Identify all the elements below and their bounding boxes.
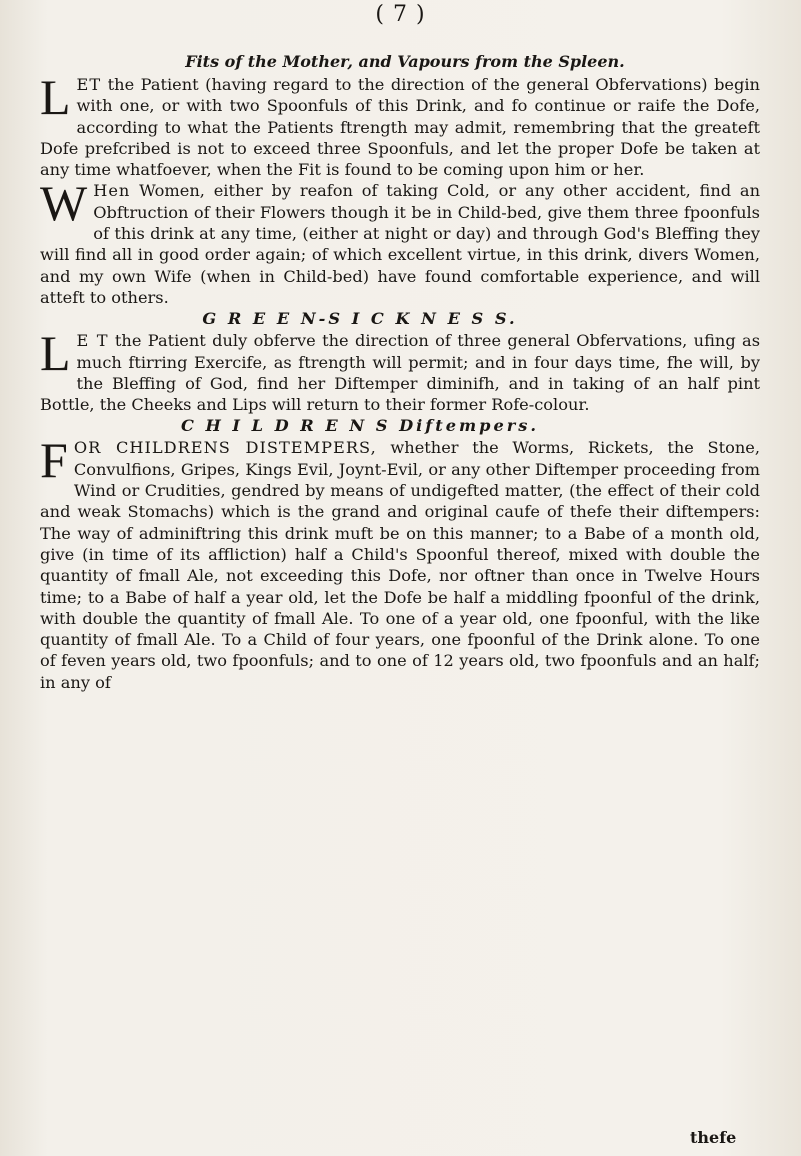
text-column — [40, 52, 760, 693]
paragraph-green-sickness — [40, 325, 761, 415]
paragraph-text: the Patient (having regard to the direction of the general Obfervations) begin with one, or with two Spoonfuls of this Drink, and fo continue or raife the Dofe, according to what the Patients ftrength may admit, remembring that the greateft Dofe prefcribed is not to exceed three Spoonfuls, and let the proper Dofe be taken at any time whatfoever, when the Fit is found to be coming upon him or her. — [40, 75, 760, 180]
paragraph-fits — [40, 69, 760, 180]
paragraph-text: Women, either by reafon of taking Cold, or any other accident, find an Obftruction of their Flowers though it be in Child-bed, give them three fpoonfuls of this drink at any time, (either at night or day) and through God's Bleffing they will find all in good order again; of which excellent virtue, in this drink, divers Women, and my own Wife (when in Child-bed) have found comfortable experience, and will atteft to others. — [40, 181, 760, 307]
paragraph-childrens-distempers — [40, 432, 761, 693]
section-heading-childrens-distempers: C H I L D R E N S Diftempers. — [180, 416, 540, 436]
paragraph-text: whether the Worms, Rickets, the Stone, Convulfions, Gripes, Kings Evil, Joynt-Evil, or any other Diftemper proceeding from Wind or Crudities, gendred by means of undigefted matter, (the effect of their cold and weak Stomachs) which is the grand and original caufe of thefe their diftempers: The way of adminiftring this drink muft be on this manner; to a Babe of a month old, give (in time of its affliction) half a Child's Spoonful thereof, mixed with double the quantity of fmall Ale, not exceeding this Dofe, nor oftner than once in Twelve Hours time; to a Babe of half a year old, let the Dofe be half a middling fpoonful of the drink, with double the quantity of fmall Ale. To one of a year old, one fpoonful, with the like quantity of fmall Ale. To a Child of four years, one fpoonful of the Drink alone. To one of feven years old, two fpoonfuls; and to one of 12 years old, two fpoonfuls and an half; in any of — [40, 438, 761, 692]
section-heading-green-sickness: G R E E N-S I C K N E S S. — [202, 309, 518, 329]
paragraph-lead: OR CHILDRENS DISTEMPERS, — [73, 438, 377, 458]
drop-capital: L — [40, 325, 71, 382]
paragraph-women — [40, 175, 760, 308]
paragraph-lead: ET — [76, 75, 102, 94]
paragraph-text: the Patient duly obferve the direction of three general Obfervations, ufing as much ftirring Exercife, as ftrength will permit; and in four days time, fhe will, by the Bleffing of God, find her Diftemper diminifh, and in taking of an half pint Bottle, the Cheeks and Lips will return to their former Rofe-colour. — [40, 331, 761, 415]
paragraph-lead: E T — [76, 331, 109, 351]
running-title: Fits of the Mother, and Vapours from the Spleen. — [185, 52, 625, 71]
drop-capital: W — [40, 175, 88, 232]
drop-capital: F — [40, 432, 68, 489]
catchword: thefe — [690, 1128, 737, 1147]
drop-capital: L — [40, 69, 71, 125]
paragraph-lead: Hen — [93, 181, 131, 201]
page-number: ( 7 ) — [375, 2, 426, 27]
